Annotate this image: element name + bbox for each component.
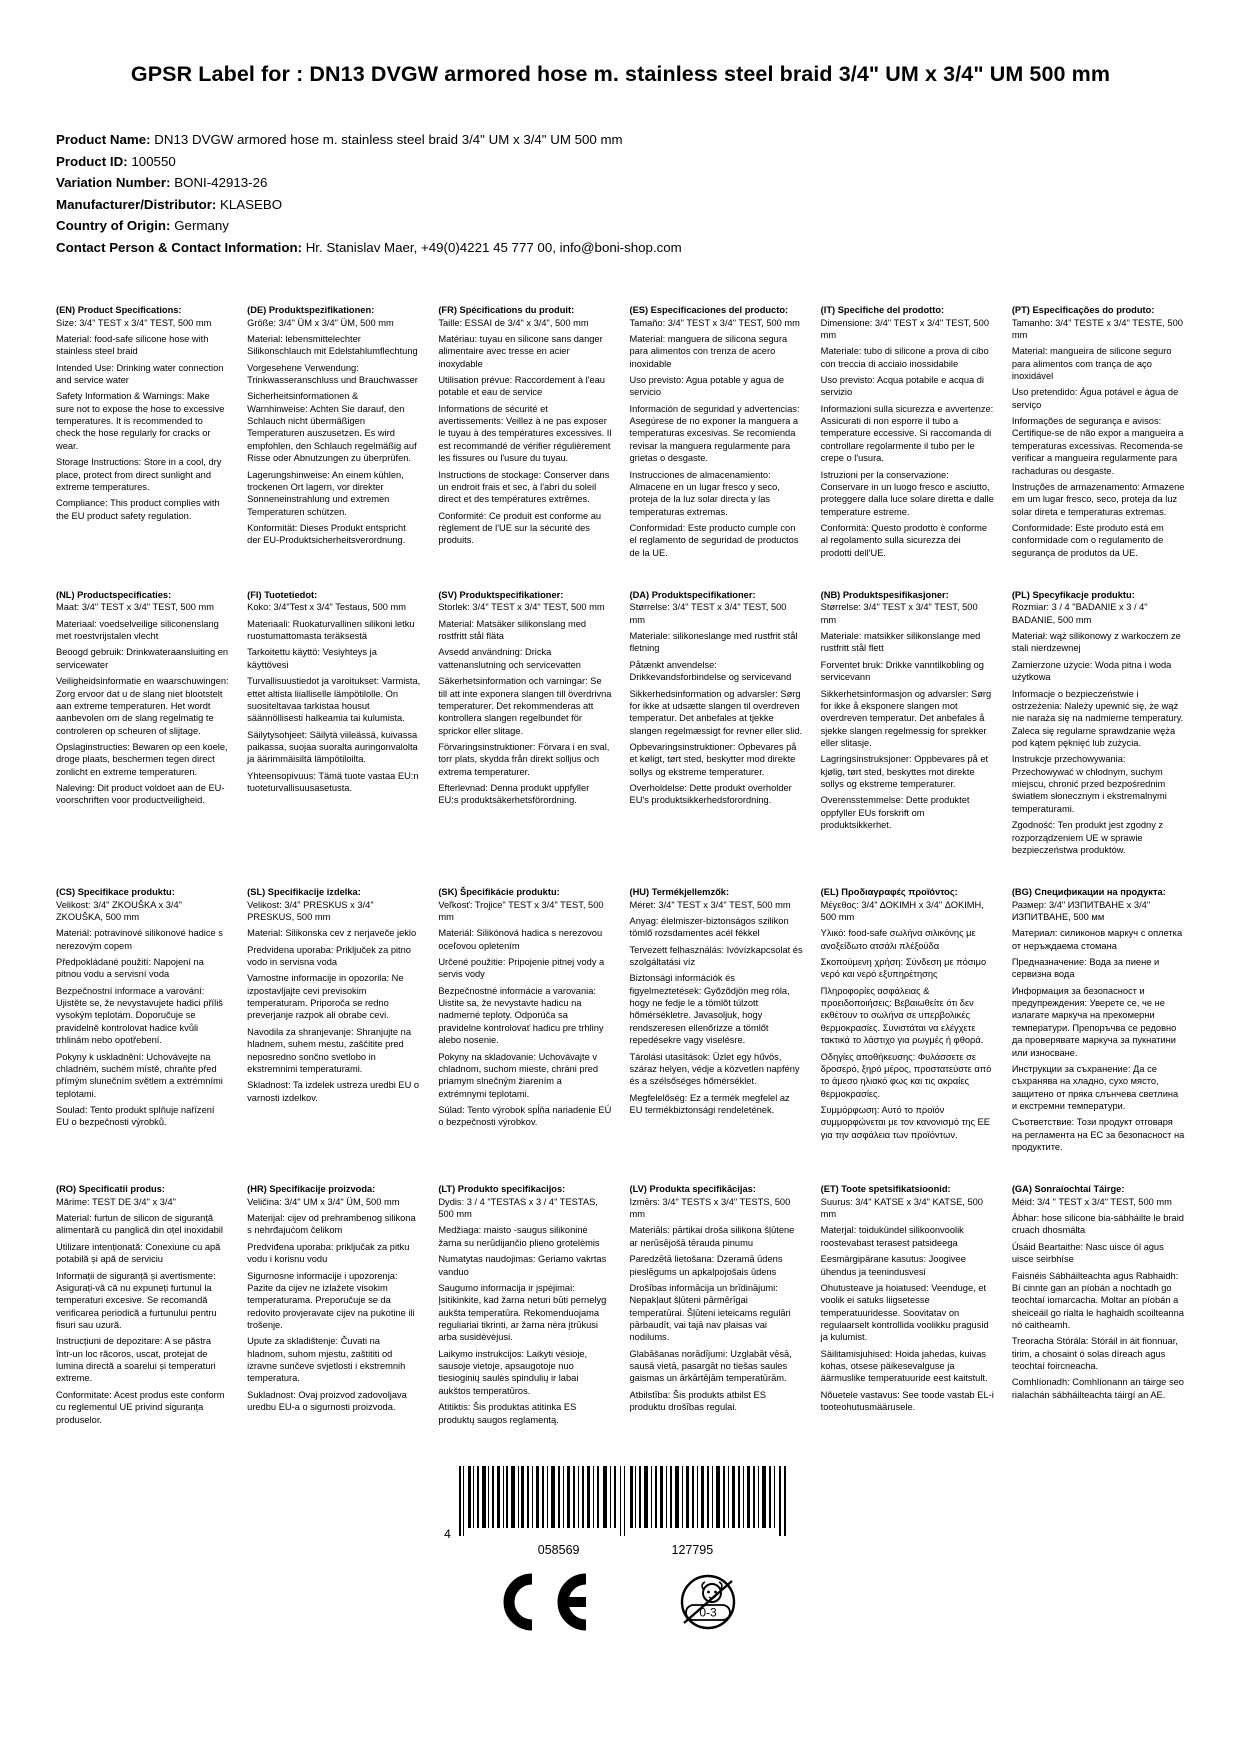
spec-paragraph: Förvaringsinstruktioner: Förvara i en sval, torr plats, skydda från direkt solljus och extrema temperaturer. (438, 741, 610, 777)
spec-paragraph: Materiale: matsikker silikonslange med rustfritt stål flett (820, 631, 981, 654)
meta-label: Variation Number: (56, 175, 171, 191)
spec-paragraph: Material: food-safe silicone hose with stainless steel braid (56, 333, 209, 357)
barcode-right-group: 127795 (671, 1542, 714, 1557)
spec-paragraph: Zgodność: Ten produkt jest zgodny z rozporządzeniem UE w sprawie bezpieczeństwa produktów. (1011, 820, 1164, 855)
spec-paragraph: Megfelelőség: Ez a termék megfelel az EU termékbiztonsági rendeletének. (629, 1092, 790, 1115)
spec-paragraph: Størrelse: 3/4" TEST x 3/4" TEST, 500 mm (820, 602, 978, 625)
spec-paragraph: Suurus: 3/4" KATSE x 3/4" KATSE, 500 mm (820, 1196, 983, 1220)
spec-paragraph: Tárolási utasítások: Üzlet egy hűvös, száraz helyen, védje a közvetlen napfény és a szélsőséges hőmérséklet. (629, 1051, 800, 1087)
spec-paragraph: Comhlíonadh: Comhlíonann an táirge seo rialachán sábháilteachta táirgí an AE. (1011, 1377, 1184, 1400)
spec-paragraph: Conformidade: Este produto está em conformidade com o regulamento de segurança de produtos da UE. (1011, 522, 1164, 558)
spec-paragraph: Určené použitie: Pripojenie pitnej vody a servis vody (438, 957, 605, 980)
spec-block-en (56, 304, 229, 559)
spec-paragraph: Säilitamisjuhised: Hoida jahedas, kuivas kohas, otsese päikesevalguse ja äärmuslike temperatuuride eest kaitstult. (820, 1348, 988, 1384)
spec-paragraph: Compliance: This product complies with the EU product safety regulation. (56, 498, 220, 521)
spec-paragraph: Größe: 3/4" ÜM x 3/4" ÜM, 500 mm (247, 317, 394, 328)
spec-paragraph: Размер: 3/4" ИЗПИТВАНЕ х 3/4" ИЗПИТВАНЕ, 500 мм (1011, 899, 1151, 922)
spec-paragraph: Instrukcje przechowywania: Przechowywać w chłodnym, suchym miejscu, chronić przed bezpośrednim światłem słonecznym i ekstremalnymi temperaturami. (1011, 754, 1167, 814)
barcode-numbers (538, 1543, 713, 1557)
spec-block-ga (1012, 1183, 1185, 1425)
spec-paragraph: Instrucțiuni de depozitare: A se păstra într-un loc răcoros, uscat, protejat de lumina directă a soarelui și temperaturi extreme. (56, 1336, 216, 1384)
spec-heading: (RO) Specificatii produs: (56, 1184, 165, 1195)
spec-paragraph: Sicherheitsinformationen & Warnhinweise: Achten Sie darauf, den Schlauch nicht übermäßigen Temperaturen auszusetzen. Es wird empfohlen, den Schlauch regelmäßig auf Risse oder Abnutzungen zu überprüfen. (247, 391, 417, 464)
spec-heading: (DA) Produktspecifikationer: (629, 590, 756, 601)
spec-heading: (HR) Specifikacije proizvoda: (247, 1184, 376, 1195)
spec-paragraph: Efterlevnad: Denna produkt uppfyller EU:s produktsäkerhetsförordning. (438, 783, 590, 806)
meta-value: 100550 (131, 153, 176, 169)
ean13-barcode (444, 1466, 797, 1541)
compliance-marks (498, 1573, 744, 1631)
spec-block-sl (247, 886, 420, 1153)
spec-block-fi (247, 589, 420, 856)
spec-paragraph: Tamanho: 3/4" TESTE x 3/4" TESTE, 500 mm (1011, 317, 1183, 340)
spec-paragraph: Sikkerhedsinformation og advarsler: Sørg for ikke at udsætte slangen til overdreven temperatur. Det anbefales at tjekke slangen regelmæssigt for revner eller slid. (629, 688, 803, 736)
spec-heading: (NL) Productspecificaties: (56, 590, 172, 601)
spec-block-sk (438, 886, 611, 1153)
spec-block-et (821, 1183, 994, 1425)
meta-label: Product Name: (56, 132, 151, 148)
spec-paragraph: Información de seguridad y advertencias: Asegúrese de no exponer la manguera a temperaturas excesivas. Se recomienda revisar la manguera regularmente para grietas o desgaste. (629, 403, 800, 464)
spec-paragraph: Lagringsinstruksjoner: Oppbevares på et kjølig, tørt sted, beskyttes mot direkte sollys og ekstreme temperaturer. (820, 754, 989, 790)
spec-paragraph: Méid: 3/4 " TEST x 3/4" TEST, 500 mm (1011, 1196, 1172, 1207)
spec-paragraph: Materiaali: Ruokaturvallinen silikoni letku ruostumattomasta teräksestä (247, 618, 415, 642)
spec-heading: (SV) Produktspecifikationer: (438, 590, 564, 601)
page-title: GPSR Label for : DN13 DVGW armored hose m. stainless steel braid 3/4" UM x 3/4" UM 500 mm (130, 62, 1111, 86)
spec-paragraph: Overholdelse: Dette produkt overholder EU's produktsikkerhedsforordning. (629, 783, 792, 806)
spec-paragraph: Dimensione: 3/4" TEST x 3/4" TEST, 500 mm (820, 317, 990, 340)
meta-label: Country of Origin: (56, 218, 171, 234)
spec-paragraph: Vorgesehene Verwendung: Trinkwasseranschluss und Brauchwasser (247, 362, 418, 385)
spec-paragraph: Súlad: Tento výrobok spĺňa nariadenie EÚ o bezpečnosti výrobkov. (438, 1104, 612, 1128)
spec-heading: (CS) Specifikace produktu: (56, 887, 175, 898)
spec-paragraph: Lagerungshinweise: An einem kühlen, trockenen Ort lagern, vor direkter Sonneneinstrahlung und extremen Temperaturen schützen. (247, 469, 404, 517)
spec-paragraph: Påtænkt anvendelse: Drikkevandsforbindelse og servicevand (629, 659, 792, 683)
spec-heading: (SK) Špecifikácie produktu: (438, 887, 560, 898)
spec-heading: (DE) Produktspezifikationen: (247, 305, 375, 316)
spec-paragraph: Säkerhetsinformation och varningar: Se till att inte exponera slangen till överdrivna temperaturer. Det rekommenderas att kontrollera slangen regelbundet för sprickor eller slitage. (438, 676, 612, 736)
spec-paragraph: Konformität: Dieses Produkt entspricht der EU-Produktsicherheitsverordnung. (247, 522, 406, 546)
spec-paragraph: Συμμόρφωση: Αυτό το προϊόν συμμορφώνεται με τον κανονισμό της ΕΕ για την ασφάλεια των προϊόντων. (820, 1104, 990, 1140)
spec-heading: (LV) Produkta specifikācijas: (629, 1184, 756, 1195)
spec-paragraph: Tarkoitettu käyttö: Vesiyhteys ja käyttövesi (247, 647, 377, 670)
spec-paragraph: Méret: 3/4" TEST x 3/4" TEST, 500 mm (629, 899, 791, 910)
spec-paragraph: Utilisation prévue: Raccordement à l'eau potable et eau de service (438, 375, 605, 398)
meta-row-product-name (56, 129, 1185, 151)
product-meta (56, 129, 1185, 258)
spec-paragraph: Säilytysohjeet: Säilytä viileässä, kuivassa paikassa, suojaa suoralta auringonvalolta ja äärimmäisiltä lämpötiloilta. (247, 729, 418, 765)
spec-block-sv (438, 589, 611, 856)
spec-paragraph: Upute za skladištenje: Čuvati na hladnom, suhom mjestu, zaštititi od izravne sunčeve svjetlosti i ekstremnih temperatura. (247, 1336, 406, 1384)
spec-block-fr (438, 304, 611, 559)
spec-block-hu (630, 886, 803, 1153)
spec-paragraph: Sikkerhetsinformasjon og advarsler: Sørg for ikke å eksponere slangen mot overdreven temperatur. Det anbefales å sjekke slangen regelmessig for sprekker eller slitasje. (820, 688, 992, 748)
spec-paragraph: Σκοπούμενη χρήση: Σύνδεση με πόσιμο νερό και νερό εξυπηρέτησης (820, 957, 987, 980)
spec-heading: (LT) Produkto specifikacijos: (438, 1184, 566, 1195)
spec-block-it (821, 304, 994, 559)
spec-paragraph: Conformità: Questo prodotto è conforme al regolamento sulla sicurezza dei prodotti dell'UE. (820, 522, 988, 558)
spec-paragraph: Atitiktis: Šis produktas atitinka ES produktų saugos reglamentą. (438, 1402, 577, 1425)
spec-paragraph: Storlek: 3/4" TEST x 3/4" TEST, 500 mm (438, 602, 605, 613)
spec-paragraph: Conformité: Ce produit est conforme au règlement de l'UE sur la sécurité des produits. (438, 510, 602, 546)
spec-paragraph: Varnostne informacije in opozorila: Ne izpostavljajte cevi previsokim temperaturam. Priporoča se redno preverjanje razpok ali obrabe cevi. (247, 973, 404, 1021)
spec-paragraph: Conformitate: Acest produs este conform cu reglementul UE privind siguranța produselor. (56, 1389, 225, 1425)
spec-paragraph: Beoogd gebruik: Drinkwateraansluiting en servicewater (56, 647, 229, 670)
spec-paragraph: Material: lebensmittelechter Silikonschlauch mit Edelstahlumflechtung (247, 333, 418, 357)
spec-paragraph: Medžiaga: maisto -saugus silikoninė žarna su nerūdijančio plieno grotelėmis (438, 1225, 600, 1248)
spec-paragraph: Størrelse: 3/4" TEST x 3/4" TEST, 500 mm (629, 602, 787, 625)
spec-paragraph: Turvallisuustiedot ja varoitukset: Varmista, ettet altista liialliselle lämpötilolle. On suositeltavaa tarkistaa housut säännöllisesti halkeamia tai kulumista. (247, 676, 421, 724)
spec-paragraph: Yhteensopivuus: Tämä tuote vastaa EU:n tuoteturvallisuusasetusta. (247, 770, 419, 794)
spec-paragraph: Forventet bruk: Drikke vanntilkobling og servicevann (820, 659, 984, 683)
spec-paragraph: Инструкции за съхранение: Да се съхранява на хладно, сухо място, защитено от пряка слънчева светлина и екстремни температури. (1011, 1063, 1179, 1111)
spec-paragraph: Size: 3/4" TEST x 3/4" TEST, 500 mm (56, 317, 212, 328)
meta-label: Contact Person & Contact Information: (56, 239, 302, 255)
meta-value: KLASEBO (220, 196, 283, 212)
spec-paragraph: Material: mangueira de silicone seguro para alimentos com trança de aço inoxidável (1011, 346, 1172, 381)
meta-label: Manufacturer/Distributor: (56, 196, 217, 212)
spec-paragraph: Velikost: 3/4" ZKOUŠKA x 3/4" ZKOUŠKA, 500 mm (56, 899, 182, 922)
spec-heading: (BG) Спецификации на продукта: (1011, 887, 1166, 898)
spec-paragraph: Veiligheidsinformatie en waarschuwingen: Zorg ervoor dat u de slang niet blootstelt aan extreme temperaturen. Het wordt aanbevolen om de slang regelmatig te controleren op scheuren of slijtage. (56, 676, 229, 736)
spec-paragraph: Anyag: élelmiszer-biztonságos szilikon tömlő rozsdamentes acél fékkel (629, 915, 789, 939)
spec-paragraph: Matériau: tuyau en silicone sans danger alimentaire avec tresse en acier inoxydable (438, 333, 603, 369)
age-range-label: 0-3 (698, 1605, 717, 1620)
spec-paragraph: Material: Matsäker silikonslang med rostfritt stål fläta (438, 618, 587, 642)
spec-heading: (FI) Tuotetiedot: (247, 590, 318, 601)
spec-paragraph: Mărime: TEST DE 3/4" x 3/4" (56, 1196, 176, 1207)
spec-block-lv (630, 1183, 803, 1425)
spec-paragraph: Nõuetele vastavus: See toode vastab EL-i tooteohutusmäärusele. (820, 1389, 994, 1413)
meta-value: BONI-42913-26 (174, 175, 268, 191)
spec-paragraph: Navodila za shranjevanje: Shranjujte na hladnem, suhem mestu, zaščitite pred neposredno sončno svetlobo in ekstremnimi temperaturami. (247, 1026, 411, 1074)
spec-paragraph: Sigurnosne informacije i upozorenja: Pazite da cijev ne izlažete visokim temperaturama. Preporučuje se da redovito provjeravate cijev na pukotine ili trošenje. (247, 1270, 415, 1330)
spec-paragraph: Opslaginstructies: Bewaren op een koele, droge plaats, beschermen tegen direct zonlicht en extreme temperaturen. (56, 741, 228, 777)
specifications-grid (56, 304, 1185, 1426)
spec-paragraph: Instruções de armazenamento: Armazene em um lugar fresco, seco, proteja da luz solar direta e temperaturas extremas. (1011, 481, 1185, 517)
spec-paragraph: Bezpečnostné informácie a varovania: Uistite sa, že nevystavte hadicu na nadmerné teploty. Odporúča sa pravidelne kontrolovať hadicu pre trhliny alebo nosenie. (438, 985, 604, 1046)
spec-paragraph: Sukladnost: Ovaj proizvod zadovoljava uredbu EU-a o sigurnosti proizvoda. (247, 1389, 407, 1413)
spec-paragraph: Taille: ESSAI de 3/4" x 3/4", 500 mm (438, 317, 589, 328)
meta-value: Germany (174, 218, 229, 234)
spec-paragraph: Materiāls: pārtikai droša silikona šļūtene ar nerūsējošā tērauda pinumu (629, 1225, 795, 1248)
spec-paragraph: Předpokládané použití: Napojení na pitnou vodu a servisní voda (56, 957, 204, 980)
spec-paragraph: Saugumo informacija ir įspėjimai: Įsitikinkite, kad žarna neturi būti pernelyg aukšta temperatūra. Rekomenduojama reguliariai tikrinti, ar žarna nėra įtrūkusi arba susidėvėjusi. (438, 1282, 607, 1343)
spec-paragraph: Treoracha Stórála: Stóráil in áit fionnuar, tirim, a chosaint ó solas díreach agus teochtaí foircneacha. (1011, 1336, 1178, 1372)
spec-paragraph: Съответствие: Този продукт отговаря на регламента на ЕС за безопасност на продуктите. (1011, 1117, 1185, 1153)
spec-paragraph: Bezpečnostní informace a varování: Ujistěte se, že nevystavujete hadici příliš vysokým teplotám. Doporučuje se pravidelně kontrolovat hadice kvůli trhlinám nebo opotřebení. (56, 985, 223, 1046)
spec-paragraph: Информация за безопасност и предупреждения: Уверете се, че не излагате маркуча на прекомерни температури. Препоръчва се редовно да проверявате маркуча за пукнатини или износване. (1011, 985, 1177, 1058)
spec-paragraph: Storage Instructions: Store in a cool, dry place, protect from direct sunlight and extreme temperatures. (56, 457, 222, 492)
meta-value: DN13 DVGW armored hose m. stainless steel braid 3/4" UM x 3/4" UM 500 mm (154, 132, 623, 148)
spec-block-da (630, 589, 803, 856)
spec-paragraph: Materiaal: voedselveilige siliconenslang met roestvrijstalen vlecht (56, 618, 219, 642)
spec-paragraph: Materiale: silikoneslange med rustfrit stål fletning (629, 631, 798, 654)
spec-paragraph: Informații de siguranță și avertismente: Asigurați-vă că nu expuneți furtunul la temperaturi excesive. Se recomandă verificarea periodică a furtunului pentru fisuri sau uzură. (56, 1270, 217, 1330)
footer-marks (56, 1466, 1185, 1631)
spec-paragraph: Πληροφορίες ασφάλειας & προειδοποιήσεις: Βεβαιωθείτε ότι δεν εκθέτουν το σωλήνα σε υπερβολικές θερμοκρασίες. Συνιστάται να ελέγχετε τακτικά το λάστιχο για ρωγμές ή φθορά. (820, 985, 984, 1046)
spec-paragraph: Paredzētā lietošana: Dzeramā ūdens pieslēgums un apkalpojošais ūdens (629, 1254, 783, 1277)
spec-paragraph: Laikymo instrukcijos: Laikyti vėsioje, sausoje vietoje, apsaugotoje nuo tiesioginių saulės spindulių ir labai aukštos temperatūros. (438, 1348, 588, 1396)
spec-heading: (ES) Especificaciones del producto: (629, 305, 789, 316)
spec-paragraph: Uso previsto: Acqua potabile e acqua di servizio (820, 375, 984, 398)
spec-paragraph: Informations de sécurité et avertissements: Veillez à ne pas exposer le tuyau à des températures excessives. Il est recommandé de vérifier régulièrement les fissures ou l'usure du tuyau. (438, 403, 612, 464)
spec-heading: (NB) Produktspesifikasjoner: (820, 590, 949, 601)
spec-paragraph: Naleving: Dit product voldoet aan de EU-voorschriften voor productveiligheid. (56, 783, 225, 806)
spec-block-cs (56, 886, 229, 1153)
spec-paragraph: Uso pretendido: Água potável e água de serviço (1011, 387, 1179, 410)
spec-paragraph: Dydis: 3 / 4 "TESTAS x 3 / 4" TESTAS, 500 mm (438, 1196, 598, 1220)
spec-block-pt (1012, 304, 1185, 559)
spec-block-lt (438, 1183, 611, 1425)
spec-paragraph: Rozmiar: 3 / 4 "BADANIE x 3 / 4" BADANIE, 500 mm (1011, 602, 1148, 625)
spec-heading: (HU) Termékjellemzők: (629, 887, 730, 898)
spec-paragraph: Predviđena uporaba: priključak za pitku vodu i korisnu vodu (247, 1241, 410, 1265)
spec-paragraph: Materiál: Silikónová hadica s nerezovou oceľovou opletením (438, 928, 603, 951)
spec-paragraph: Tervezett felhasználás: Ivóvízkapcsolat és szolgáltatási víz (629, 944, 803, 968)
spec-heading: (SL) Specifikacije izdelka: (247, 887, 361, 898)
spec-paragraph: Numatytas naudojimas: Geriamo vakrtas vanduo (438, 1254, 607, 1277)
spec-block-bg (1012, 886, 1185, 1153)
spec-block-de (247, 304, 420, 559)
spec-paragraph: Materjal: toidukündel silikoonvoolik roostevabast terasest patsideega (820, 1225, 964, 1248)
spec-paragraph: Maat: 3/4" TEST x 3/4" TEST, 500 mm (56, 602, 214, 613)
spec-paragraph: Informacje o bezpieczeństwie i ostrzeżenia: Należy upewnić się, że wąż nie naraża się na nadmierne temperatury. Zaleca się regularne sprawdzanie węża pod kątem pęknięć lub zużycia. (1011, 688, 1184, 748)
spec-paragraph: Drošības informācija un brīdinājumi: Nepakļaut šļūteni pārmērīgai temperatūrai. Šļūteni ieteicams regulāri pārbaudīt, vai tajā nav plaisas vai nodilums. (629, 1282, 791, 1343)
spec-paragraph: Tamaño: 3/4" TEST x 3/4" TEST, 500 mm (629, 317, 800, 328)
spec-paragraph: Ohutusteave ja hoiatused: Veenduge, et voolik ei satuks liigsetesse temperatuuridesse. Soovitatav on regulaarselt kontrollida voolikku pragusid ja kulumist. (820, 1282, 989, 1343)
spec-block-nl (56, 589, 229, 856)
spec-paragraph: Instrucciones de almacenamiento: Almacene en un lugar fresco y seco, proteja de la luz solar directa y las temperaturas extremas. (629, 469, 780, 517)
spec-paragraph: Ábhar: hose silicone bia-sábháilte le braid cruach dhosmálta (1011, 1213, 1184, 1236)
spec-paragraph: Conformidad: Este producto cumple con el reglamento de seguridad de productos de la UE. (629, 522, 799, 558)
spec-paragraph: Veličina: 3/4" UM x 3/4" ÜM, 500 mm (247, 1196, 400, 1207)
spec-paragraph: Atbilstība: Šis produkts atbilst ES produktu drošības regulai. (629, 1389, 766, 1413)
spec-paragraph: Soulad: Tento produkt splňuje nařízení EU o bezpečnosti výrobků. (56, 1104, 215, 1128)
spec-paragraph: Glabāšanas norādījumi: Uzglabāt vēsā, sausā vietā, pasargāt no tiešas saules gaismas un ārkārtējām temperatūrām. (629, 1348, 792, 1384)
spec-paragraph: Izmērs: 3/4" TESTS x 3/4" TESTS, 500 mm (629, 1196, 791, 1220)
spec-paragraph: Avsedd användning: Dricka vattenanslutning och servicevatten (438, 647, 581, 670)
spec-paragraph: Skladnost: Ta izdelek ustreza uredbi EU o varnosti izdelkov. (247, 1080, 420, 1103)
spec-block-hr (247, 1183, 420, 1425)
spec-paragraph: Overensstemmelse: Dette produktet oppfyller EUs forskrift om produktsikkerhet. (820, 795, 970, 831)
spec-paragraph: Pokyny k uskladnění: Uchovávejte na chladném, suchém místě, chraňte před přímým slunečním světlem a extrémními teplotami. (56, 1051, 223, 1099)
spec-paragraph: Safety Information & Warnings: Make sure not to expose the hose to excessive temperatures. It is recommended to check the hose regularly for cracks or wear. (56, 391, 225, 451)
meta-row-variation-number (56, 172, 1185, 194)
meta-row-product-id (56, 151, 1185, 173)
spec-paragraph: Materiale: tubo di silicone a prova di cibo con treccia di acciaio inossidabile (820, 346, 989, 369)
spec-paragraph: Materiał: wąż silikonowy z warkoczem ze stali nierdzewnej (1011, 631, 1181, 654)
spec-paragraph: Velikost: 3/4" PRESKUS x 3/4" PRESKUS, 500 mm (247, 899, 374, 922)
spec-block-ro (56, 1183, 229, 1425)
spec-paragraph: Material: manguera de silicona segura para alimentos con trenza de acero inoxidable (629, 333, 788, 369)
barcode-left-group: 058569 (537, 1542, 580, 1557)
spec-paragraph: Υλικό: food-safe σωλήνα σιλικόνης με ανοξείδωτο ατσάλι πλέξούδα (820, 928, 976, 951)
spec-paragraph: Οδηγίες αποθήκευσης: Φυλάσσετε σε δροσερό, ξηρό μέρος, προστατεύστε από το άμεσο ηλιακό φως και τις ακραίες θερμοκρασίες. (820, 1051, 992, 1099)
spec-heading: (GA) Sonraíochtaí Táirge: (1011, 1184, 1125, 1195)
spec-paragraph: Faisnéis Sábháilteachta agus Rabhaidh: Bí cinnte gan an píobán a nochtadh go teochtaí iomarcacha. Moltar an píobán a sheiceáil go rialta le haghaidh scoilteanna nó caitheamh. (1011, 1270, 1184, 1330)
meta-row-contact (56, 237, 1185, 259)
spec-block-pl (1012, 589, 1185, 856)
spec-paragraph: Предназначение: Вода за пиене и сервизна вода (1011, 957, 1160, 980)
spec-paragraph: Material: furtun de silicon de siguranță alimentară cu panglică din oțel inoxidabil (56, 1213, 223, 1236)
ce-mark-icon (498, 1573, 594, 1631)
spec-paragraph: Pokyny na skladovanie: Uchovávajte v chladnom, suchom mieste, chráni pred priamym slnečným žiarením a extrémnymi teplotami. (438, 1051, 599, 1099)
meta-row-country-of-origin (56, 215, 1185, 237)
spec-paragraph: Material: Silikonska cev z nerjaveče jeklo (247, 928, 417, 939)
spec-block-el (821, 886, 994, 1153)
spec-paragraph: Opbevaringsinstruktioner: Opbevares på et køligt, tørt sted, beskytter mod direkte sollys og ekstreme temperaturer. (629, 741, 797, 777)
spec-paragraph: Utilizare intenționată: Conexiune cu apă potabilă și apă de serviciu (56, 1241, 221, 1265)
spec-heading: (ET) Toote spetsifikatsioonid: (820, 1184, 951, 1195)
spec-paragraph: Biztonsági információk és figyelmeztetések: Gyõzõdjön meg róla, hogy ne fedje le a tömlõt túlzott hõmérsékletre. Javasoljuk, hogy rendszeresen ellenőrizze a tömlőt repedésekre vagy viselésre. (629, 973, 790, 1046)
spec-paragraph: Úsáid Beartaithe: Nasc uisce ól agus uisce seirbhíse (1011, 1241, 1164, 1265)
spec-paragraph: Eesmärgipärane kasutus: Joogivee ühendus ja teenindusvesi (820, 1254, 966, 1277)
spec-paragraph: Uso previsto: Agua potable y agua de servicio (629, 375, 785, 398)
spec-paragraph: Materiál: potravinové silikonové hadice s nerezovým copem (56, 928, 223, 951)
spec-heading: (PL) Specyfikacje produktu: (1011, 590, 1135, 601)
barcode-lead-digit: 4 (444, 1526, 451, 1541)
spec-heading: (IT) Specifiche del prodotto: (820, 305, 945, 316)
spec-paragraph: Istruzioni per la conservazione: Conservare in un luogo fresco e asciutto, proteggere dalla luce solare diretta e dalle temperature estreme. (820, 469, 994, 517)
spec-heading: (EN) Product Specifications: (56, 305, 182, 316)
meta-value: Hr. Stanislav Maer, +49(0)4221 45 777 00, info@boni-shop.com (305, 239, 682, 255)
spec-heading: (EL) Προδιαγραφές προϊόντος: (820, 887, 958, 898)
spec-heading: (FR) Spécifications du produit: (438, 305, 575, 316)
spec-paragraph: Instructions de stockage: Conserver dans un endroit frais et sec, à l'abri du soleil direct et des températures extrêmes. (438, 469, 610, 505)
spec-paragraph: Zamierzone użycie: Woda pitna i woda użytkowa (1011, 659, 1172, 683)
not-for-children-under-3-icon (672, 1573, 744, 1631)
spec-paragraph: Материал: силиконов маркуч с оплетка от неръждаема стомана (1011, 928, 1183, 951)
spec-paragraph: Veľkosť: Trojice" TEST x 3/4" TEST, 500 mm (438, 899, 604, 922)
spec-paragraph: Informações de segurança e avisos: Certifique-se de não expor a mangueira a temperaturas excessivas. Recomenda-se verificar a mangueira regularmente para rachaduras ou desgaste. (1011, 416, 1184, 476)
spec-paragraph: Koko: 3/4"Test x 3/4" Testaus, 500 mm (247, 602, 407, 613)
barcode-bars (457, 1466, 797, 1541)
spec-paragraph: Materijal: cijev od prehrambenog silikona s nehrđajućom čelikom (247, 1213, 416, 1236)
meta-row-manufacturer (56, 194, 1185, 216)
spec-paragraph: Intended Use: Drinking water connection and service water (56, 362, 224, 385)
spec-paragraph: Μέγεθος: 3/4" ΔΟΚΙΜΗ x 3/4" ΔΟΚΙΜΗ, 500 mm (820, 899, 984, 922)
spec-heading: (PT) Especificações do produto: (1011, 305, 1155, 316)
spec-paragraph: Predvidena uporaba: Priključek za pitno vodo in servisna voda (247, 944, 411, 968)
spec-block-nb (821, 589, 994, 856)
spec-paragraph: Informazioni sulla sicurezza e avvertenze: Assicurati di non esporre il tubo a temperature eccessive. Si raccomanda di controllare regolarmente il tubo per le crepe o l'usura. (820, 403, 994, 464)
meta-label: Product ID: (56, 153, 128, 169)
spec-block-es (630, 304, 803, 559)
